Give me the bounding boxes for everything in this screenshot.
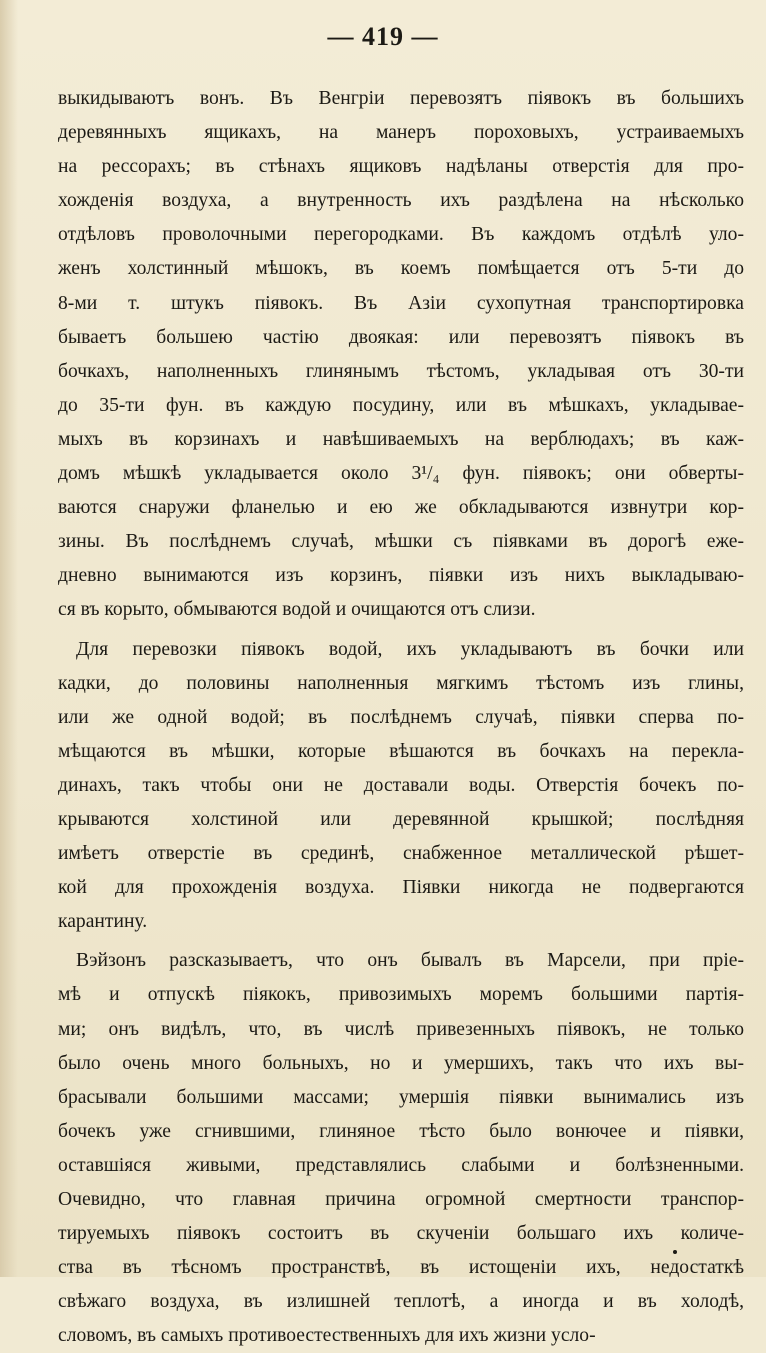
text-line: свѣжаго воздуха, въ излишней теплотѣ, а иногда и въ холодѣ, [58, 1291, 744, 1313]
paragraph [58, 944, 744, 1353]
text-line: оставшіяся живыми, представлялись слабыми и болѣзненными. [58, 1154, 744, 1176]
text-line: отдѣловъ проволочными перегородками. Въ каждомъ отдѣлѣ уло- [58, 224, 744, 246]
text-line: на рессорахъ; въ стѣнахъ ящиковъ надѣланы отверстія для про- [58, 156, 744, 178]
text-line: женъ холстинный мѣшокъ, въ коемъ помѣщается отъ 5-ти до [58, 258, 744, 280]
text-line: ся въ корыто, обмываются водой и очищаются отъ слизи. [58, 599, 536, 621]
text-line: тируемыхъ піявокъ состоитъ въ скученіи большаго ихъ количе- [58, 1223, 744, 1245]
text-line: бочекъ уже сгнившими, глиняное тѣсто было вонючее и піявки, [58, 1120, 744, 1142]
text-line: Очевидно, что главная причина огромной смертности транспор- [58, 1189, 744, 1210]
text-line: хожденія воздуха, а внутренность ихъ раздѣлена на нѣсколько [58, 190, 744, 212]
text-line: крываются холстиной или деревянной крышкой; послѣдняя [58, 808, 744, 830]
text-line: имѣетъ отверстіе въ срединѣ, снабженное металлической рѣшет- [58, 843, 744, 865]
text-line: выкидываютъ вонъ. Въ Венгріи перевозятъ піявокъ въ большихъ [58, 88, 744, 109]
text-line: брасывали большими массами; умершія піявки вынимались изъ [58, 1086, 744, 1108]
text-line: кадки, до половины наполненныя мягкимъ тѣстомъ изъ глины, [58, 672, 744, 694]
text-line: мыхъ въ корзинахъ и навѣшиваемыхъ на верблюдахъ; въ каж- [58, 428, 744, 450]
text-line: зины. Въ послѣднемъ случаѣ, мѣшки съ піявками въ дорогѣ еже- [58, 531, 744, 553]
paragraph [58, 82, 744, 628]
paragraph [58, 633, 744, 940]
text-line: кой для прохожденія воздуха. Піявки никогда не подвергаются [58, 877, 744, 899]
text-line: деревянныхъ ящикахъ, на манеръ пороховыхъ, устраиваемыхъ [58, 122, 744, 144]
text-line: динахъ, такъ чтобы они не доставали воды. Отверстія бочекъ по- [58, 774, 744, 796]
text-line: до 35-ти фун. въ каждую посудину, или въ мѣшкахъ, укладывае- [58, 394, 744, 416]
text-line: Для перевозки піявокъ водой, ихъ укладываютъ въ бочки или [76, 638, 744, 660]
text-line: ства въ тѣсномъ пространствѣ, въ истощеніи ихъ, недостаткѣ [58, 1257, 744, 1279]
page-number: — 419 — [327, 22, 439, 51]
text-line: бочкахъ, наполненныхъ глинянымъ тѣстомъ, укладывая отъ 30-ти [58, 360, 744, 382]
text-line: ваются снаружи фланелью и ею же обкладываются извнутри кор- [58, 497, 744, 519]
text-line: ми; онъ видѣлъ, что, въ числѣ привезенныхъ піявокъ, не только [58, 1018, 744, 1040]
text-line: 8-ми т. штукъ піявокъ. Въ Азіи сухопутная транспортировка [58, 292, 744, 314]
text-line: домъ мѣшкѣ укладывается около 3¹/₄ фун. піявокъ; они обверты- [58, 463, 744, 485]
text-line: Вэйзонъ разсказываетъ, что онъ бывалъ въ Марсели, при пріе- [76, 950, 744, 972]
text-line: или же одной водой; въ послѣднемъ случаѣ, піявки сперва по- [58, 706, 744, 728]
text-line: было очень много больныхъ, но и умершихъ, такъ что ихъ вы- [58, 1052, 744, 1074]
body-text [58, 82, 744, 1353]
text-line: словомъ, въ самыхъ противоестественныхъ для ихъ жизни усло- [58, 1325, 596, 1347]
text-line: карантину. [58, 911, 148, 933]
text-line: мѣщаются въ мѣшки, которые вѣшаются въ бочкахъ на перекла- [58, 740, 744, 762]
text-line: мѣ и отпускѣ піякокъ, привозимыхъ моремъ большими партія- [58, 984, 744, 1006]
ink-speck [673, 1250, 677, 1254]
text-line: дневно вынимаются изъ корзинъ, піявки изъ нихъ выкладываю- [58, 565, 744, 587]
text-line: бываетъ большею частію двоякая: или перевозятъ піявокъ въ [58, 326, 744, 348]
